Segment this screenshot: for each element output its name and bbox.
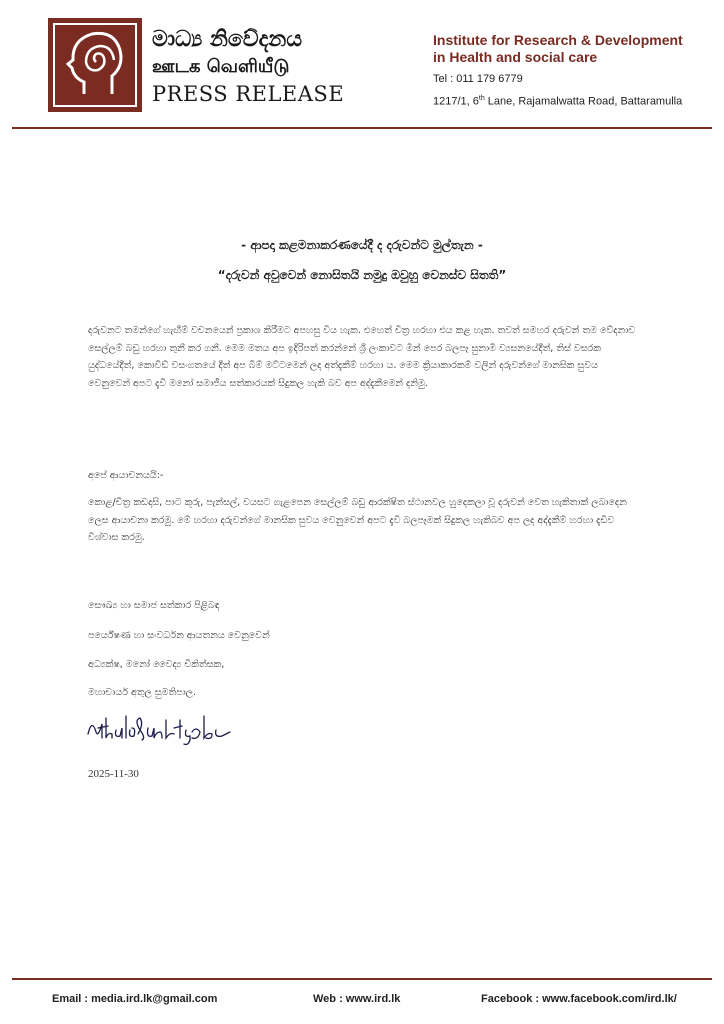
header-divider	[12, 127, 712, 129]
footer-divider	[12, 978, 712, 980]
footer-website: Web : www.ird.lk	[313, 993, 401, 1005]
institute-phone: Tel : 011 179 6779	[433, 73, 523, 85]
brand-tamil: ஊடக வெளியீடு	[152, 56, 290, 77]
body-paragraph-1: දරුවනට තමන්ගේ හැඟීම් වචනයෙන් ප්‍රකාශ කිරීමට අපහසු විය හැක. එහෙත් චිත්‍ර හරහා එය කළ හැක. තවත් සමහර දරුවන් තම වේදනාව සෙල්ලම් බඩු හරහා තුනී කර ගනී. මෙම මතය අප ඉදිරිපත් කරන්නේ ශ්‍රී ලංකාවට මින් පෙර බලපෑ සුනාමි ව්‍යසනයේදීත්, තිස් වසරක යුද්ධයේදීත්, කොවිඩ් වසංගතයේ දීත් අප බිම් මට්ටමෙන් ලද අත්දැකීම් හරහා ය. මෙම ක්‍රියාකාරකම් වලින් දරුවන්ගේ මානසික සුවය වෙනුවෙන් අපට දැවි මනෝ සමාජීය සත්කාරයක් සිදුකල හැකි බව අප අද්දැකීමෙන් දනිමු.	[88, 325, 636, 389]
brand-sinhala: මාධ්‍ය නිවේදනය	[152, 27, 303, 52]
headline-line1: - ආපදා කළමනාකරණයේදී ද දරුවන්ට මුල්තැන -	[241, 238, 483, 252]
signature-image	[84, 710, 234, 746]
request-label: අපේ ආයාචනයයි:-	[88, 470, 164, 481]
institute-info	[433, 32, 713, 109]
signatory-line-2: පර්යේෂණ හා සංවර්ධන ආයතනය වෙනුවෙන්	[88, 630, 270, 641]
brand-english: PRESS RELEASE	[152, 82, 345, 106]
institute-address	[433, 92, 713, 109]
institute-name-line2: in Health and social care	[433, 49, 598, 65]
address-street: Lane, Rajamalwatta Road, Battaramulla	[487, 95, 683, 108]
address-number: 1217/1, 6	[433, 95, 479, 108]
signatory-line-4: මහාචාර්ය අතුල සුමතිපාල.	[88, 687, 197, 698]
handwritten-signature	[84, 710, 234, 750]
institute-logo	[48, 18, 142, 112]
signatory-line-1: සෞඛ්‍ය හා සමාජ සත්කාර පිළිබඳ	[88, 600, 220, 611]
press-release-title	[152, 26, 344, 108]
footer-email: Email : media.ird.lk@gmail.com	[52, 993, 218, 1005]
headline-line2: “දරුවන් අවුවෙන් නොසිතයි නමුදු ඔවුහු වෙනස්ව සිතති”	[217, 268, 507, 282]
head-spiral-icon	[48, 18, 142, 112]
address-superscript: th	[478, 95, 485, 102]
signatory-line-3: අධ්‍යක්ෂ, මනෝ වෛද්‍ය චිකිත්සක,	[88, 659, 225, 670]
institute-name-line1: Institute for Research & Development	[433, 32, 683, 48]
footer-facebook: Facebook : www.facebook.com/ird.lk/	[481, 993, 677, 1005]
release-date: 2025-11-30	[88, 768, 139, 780]
body-paragraph-2: කොළ/චිත්‍ර කඩදාසි, පාට කූරු, පැන්සල්, වයසට ගැළපෙන සෙල්ලම් බඩු ආරක්ෂිත ස්ථානවල හුදෙකලා වූ දරුවන් වෙත හැකිතාක් ලබාදෙන ලෙස ආයාචනා කරමු. මේ හරහා දරුවන්ගේ මානසික සුවය වෙනුවෙන් අපට දැවි බලපෑමක් සිදුකල හැකිබව අප ලද අද්දැකීම් හරහා දැඩිව විශ්වාස කරමු.	[88, 497, 627, 543]
